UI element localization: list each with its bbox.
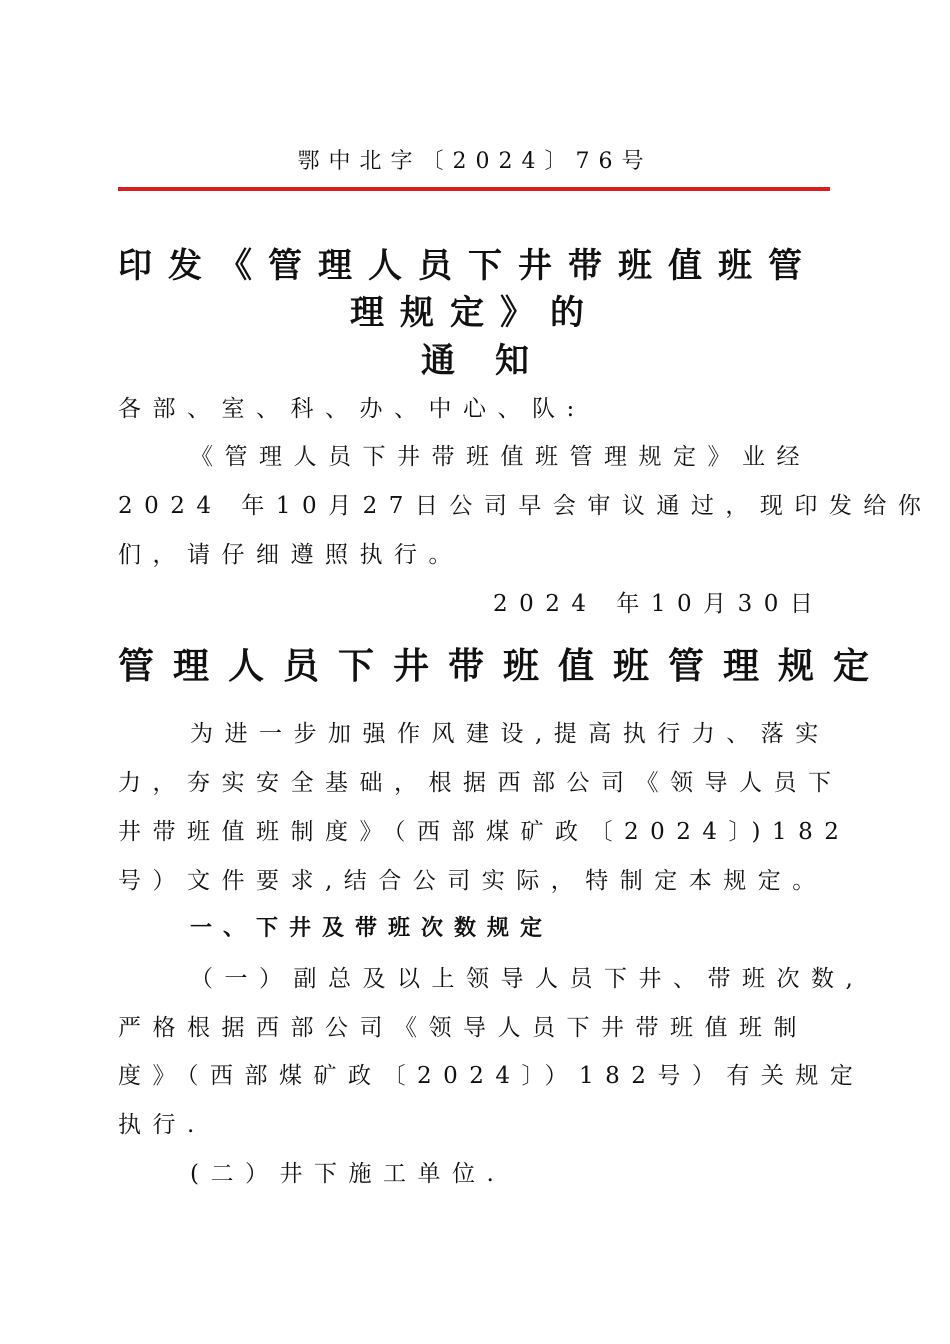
intro-line: 力，夯实安全基础，根据西部公司《领导人员下: [118, 770, 843, 796]
section-1-item-1-line: 执行.: [118, 1112, 206, 1138]
notice-date: 2024 年10月30日: [493, 591, 825, 617]
document-number: 鄂中北字〔2024〕76号: [297, 149, 653, 174]
intro-line: 号）文件要求,结合公司实际，特制定本规定。: [118, 868, 827, 894]
notice-body-line: 2024 年10月27日公司早会审议通过，现印发给你: [118, 493, 933, 519]
addressee: 各部、室、科、办、中心、队:: [118, 396, 586, 422]
notice-body-line: 《管理人员下井带班值班管理规定》业经: [190, 444, 811, 470]
intro-line: 为进一步加强作风建设,提高执行力、落实: [190, 721, 830, 747]
section-1-item-1-line: （一）副总及以上领导人员下井、带班次数,: [190, 966, 865, 992]
section-1-item-1-line: 度》（西部煤矿政〔2024〕）182号）有关规定: [118, 1063, 865, 1089]
notice-body-line: 们，请仔细遵照执行。: [118, 542, 463, 568]
notice-title-line-1: 印发《管理人员下井带班值班管: [118, 246, 818, 286]
regulation-title: 管理人员下井带班值班管理规定: [118, 646, 889, 687]
notice-title-line-3: 通知: [421, 341, 569, 381]
notice-title-line-2: 理规定》的: [350, 293, 600, 333]
section-1-item-2: (二）井下施工单位.: [190, 1161, 506, 1187]
intro-line: 井带班值班制度》（西部煤矿政〔2024〕)182: [118, 819, 851, 845]
red-header-rule: [118, 187, 830, 191]
section-1-item-1-line: 严格根据西部公司《领导人员下井带班值班制: [118, 1015, 808, 1041]
section-1-heading: 一、下井及带班次数规定: [190, 916, 554, 941]
